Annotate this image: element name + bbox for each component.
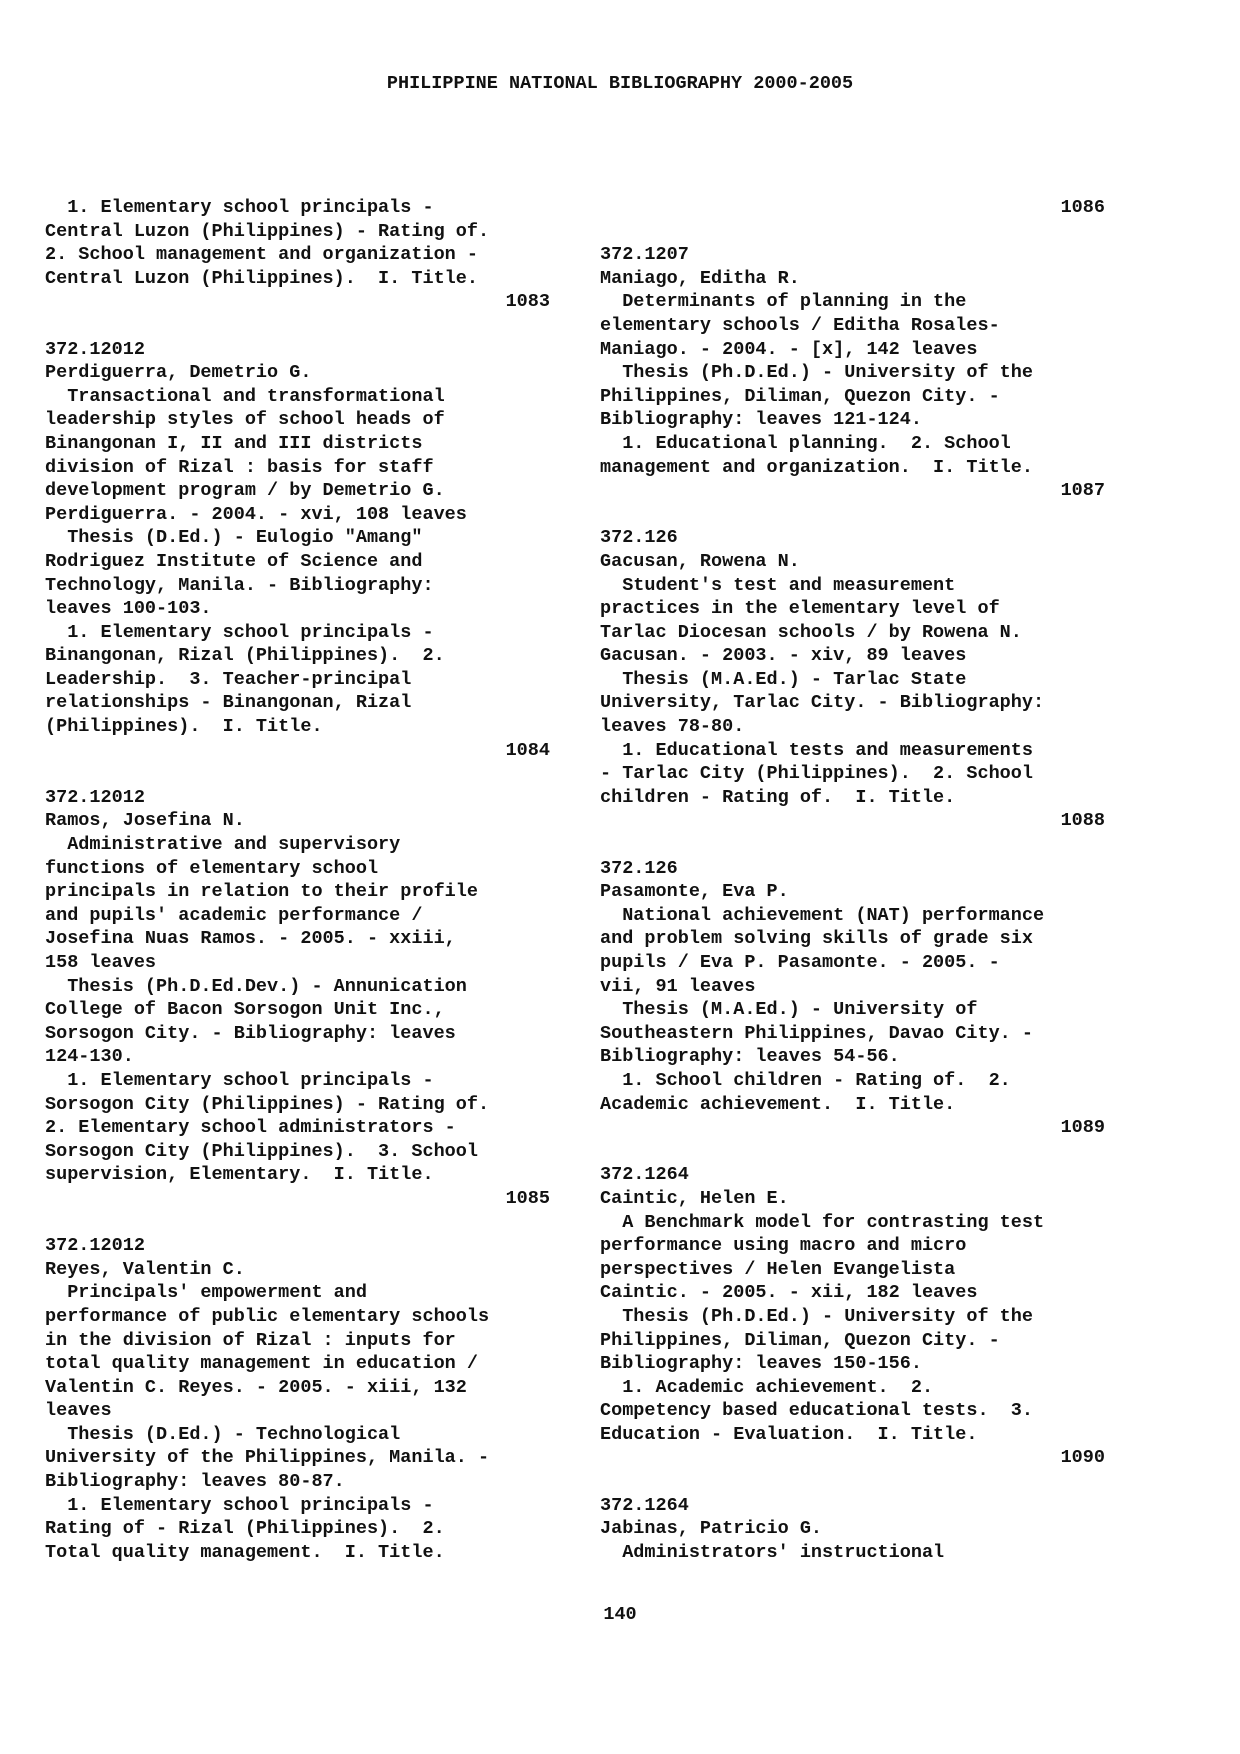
text-line: University of the Philippines, Manila. -: [45, 1447, 490, 1469]
text-line: Thesis (Ph.D.Ed.) - University of the: [600, 1305, 1033, 1327]
entry-number: 1083: [505, 291, 550, 313]
text-line: Technology, Manila. - Bibliography:: [45, 574, 434, 596]
text-line: Rodriguez Institute of Science and: [45, 550, 423, 572]
text-line: leaves 100-103.: [45, 598, 212, 620]
text-line: Gacusan, Rowena N.: [600, 550, 800, 572]
blank-line: [600, 833, 1105, 857]
text-line: Central Luzon (Philippines) - Rating of.: [45, 220, 490, 242]
text-line: 372.126: [600, 527, 678, 549]
text-line: leaves 78-80.: [600, 716, 745, 738]
text-line: Sorsogon City. - Bibliography: leaves: [45, 1022, 456, 1044]
text-line: Principals' empowerment and: [45, 1282, 367, 1304]
text-line: Central Luzon (Philippines). I. Title.: [45, 267, 478, 289]
text-line: Bibliography: leaves 80-87.: [45, 1471, 345, 1493]
blank-line: [600, 1470, 1105, 1494]
text-line: National achievement (NAT) performance: [600, 904, 1045, 926]
blank-line: [600, 220, 1105, 244]
entry-number: 1086: [1060, 197, 1105, 218]
text-line: Thesis (D.Ed.) - Eulogio "Amang": [45, 527, 423, 549]
text-line: Maniago, Editha R.: [600, 267, 800, 289]
text-line: 372.1264: [600, 1164, 689, 1186]
text-line: supervision, Elementary. I. Title.: [45, 1164, 434, 1186]
text-line: Binangonan, Rizal (Philippines). 2.: [45, 645, 445, 667]
text-line: 1. Elementary school principals -: [45, 1069, 434, 1091]
text-line: Caintic, Helen E.: [600, 1187, 789, 1209]
text-line: Thesis (D.Ed.) - Technological: [45, 1423, 401, 1445]
text-line: 1. Elementary school principals -: [45, 197, 434, 218]
text-line: A Benchmark model for contrasting test: [600, 1211, 1045, 1233]
entry-number: 1090: [1060, 1447, 1105, 1469]
text-line: Bibliography: leaves 54-56.: [600, 1046, 900, 1068]
text-line: Sorsogon City (Philippines) - Rating of.: [45, 1093, 490, 1115]
text-line: Bibliography: leaves 121-124.: [600, 409, 922, 431]
text-line: Maniago. - 2004. - [x], 142 leaves: [600, 338, 978, 360]
text-line: perspectives / Helen Evangelista: [600, 1258, 956, 1280]
text-line: College of Bacon Sorsogon Unit Inc.,: [45, 999, 445, 1021]
text-line: Josefina Nuas Ramos. - 2005. - xxiii,: [45, 928, 456, 950]
text-line: (Philippines). I. Title.: [45, 716, 323, 738]
text-line: Total quality management. I. Title.: [45, 1541, 445, 1563]
text-line: development program / by Demetrio G.: [45, 480, 445, 502]
text-line: Southeastern Philippines, Davao City. -: [600, 1022, 1033, 1044]
text-line: management and organization. I. Title.: [600, 456, 1033, 478]
text-line: Academic achievement. I. Title.: [600, 1093, 956, 1115]
text-line: Binangonan I, II and III districts: [45, 432, 423, 454]
blank-line: [45, 1211, 550, 1235]
text-line: 1. Elementary school principals -: [45, 1494, 434, 1516]
text-line: Philippines, Diliman, Quezon City. -: [600, 385, 1000, 407]
text-line: 1. Academic achievement. 2.: [600, 1376, 934, 1398]
text-line: 158 leaves: [45, 952, 157, 973]
text-line: 372.1264: [600, 1494, 689, 1516]
page-header: PHILIPPINE NATIONAL BIBLIOGRAPHY 2000-2005: [386, 73, 854, 94]
text-line: Thesis (Ph.D.Ed.) - University of the: [600, 362, 1033, 384]
text-line: Competency based educational tests. 3.: [600, 1400, 1033, 1422]
blank-line: [45, 314, 550, 338]
text-line: Student's test and measurement: [600, 574, 956, 596]
text-line: Reyes, Valentin C.: [45, 1258, 245, 1280]
text-line: performance of public elementary schools: [45, 1305, 490, 1327]
entry-number: 1085: [505, 1187, 550, 1209]
text-line: 1. School children - Rating of. 2.: [600, 1069, 1011, 1091]
text-line: functions of elementary school: [45, 857, 379, 879]
entry-number: 1089: [1060, 1117, 1105, 1139]
text-line: Transactional and transformational: [45, 385, 445, 407]
text-line: practices in the elementary level of: [600, 598, 1000, 620]
page-number: 140: [603, 1604, 637, 1625]
text-line: Sorsogon City (Philippines). 3. School: [45, 1140, 478, 1162]
text-line: 2. School management and organization -: [45, 244, 478, 266]
text-line: Ramos, Josefina N.: [45, 810, 245, 832]
text-line: Determinants of planning in the: [600, 291, 967, 313]
text-line: Education - Evaluation. I. Title.: [600, 1423, 978, 1445]
text-line: 372.12012: [45, 338, 145, 360]
blank-line: [600, 503, 1105, 527]
text-line: 2. Elementary school administrators -: [45, 1117, 456, 1139]
blank-line: [600, 1140, 1105, 1164]
text-line: Thesis (Ph.D.Ed.Dev.) - Annunication: [45, 975, 467, 997]
text-line: leaves: [45, 1400, 112, 1422]
text-line: Leadership. 3. Teacher-principal: [45, 668, 412, 690]
text-line: - Tarlac City (Philippines). 2. School: [600, 763, 1033, 785]
right-column: [600, 196, 1105, 1564]
text-line: 1. Educational planning. 2. School: [600, 432, 1011, 454]
text-line: performance using macro and micro: [600, 1235, 967, 1257]
text-line: vii, 91 leaves: [600, 975, 756, 997]
text-line: Administrative and supervisory: [45, 834, 401, 856]
text-line: division of Rizal : basis for staff: [45, 456, 434, 478]
text-line: total quality management in education /: [45, 1353, 478, 1375]
text-line: pupils / Eva P. Pasamonte. - 2005. -: [600, 952, 1000, 973]
text-line: Rating of - Rizal (Philippines). 2.: [45, 1518, 445, 1540]
entry-number: 1084: [505, 739, 550, 761]
text-line: 372.12012: [45, 1235, 145, 1257]
text-line: in the division of Rizal : inputs for: [45, 1329, 456, 1351]
text-line: principals in relation to their profile: [45, 881, 478, 903]
text-line: Bibliography: leaves 150-156.: [600, 1353, 922, 1375]
blank-line: [45, 762, 550, 786]
text-line: 372.12012: [45, 786, 145, 808]
entry-number: 1087: [1060, 480, 1105, 502]
entry-number: 1088: [1060, 810, 1105, 832]
left-column: [45, 196, 550, 1564]
text-line: 372.1207: [600, 244, 689, 266]
text-line: Tarlac Diocesan schools / by Rowena N.: [600, 621, 1022, 643]
text-line: Perdiguerra, Demetrio G.: [45, 362, 312, 384]
text-line: Jabinas, Patricio G.: [600, 1518, 823, 1540]
text-line: and problem solving skills of grade six: [600, 928, 1033, 950]
text-line: Philippines, Diliman, Quezon City. -: [600, 1329, 1000, 1351]
text-line: 372.126: [600, 857, 678, 879]
text-line: relationships - Binangonan, Rizal: [45, 692, 412, 714]
text-line: children - Rating of. I. Title.: [600, 786, 956, 808]
text-line: Valentin C. Reyes. - 2005. - xiii, 132: [45, 1376, 467, 1398]
text-line: Administrators' instructional: [600, 1541, 945, 1563]
text-line: Thesis (M.A.Ed.) - Tarlac State: [600, 668, 967, 690]
text-line: Thesis (M.A.Ed.) - University of: [600, 999, 978, 1021]
text-line: Perdiguerra. - 2004. - xvi, 108 leaves: [45, 503, 467, 525]
text-line: Gacusan. - 2003. - xiv, 89 leaves: [600, 645, 967, 667]
text-line: Pasamonte, Eva P.: [600, 881, 789, 903]
text-line: University, Tarlac City. - Bibliography:: [600, 692, 1045, 714]
text-line: Caintic. - 2005. - xii, 182 leaves: [600, 1282, 978, 1304]
text-line: and pupils' academic performance /: [45, 904, 423, 926]
text-line: 1. Educational tests and measurements: [600, 739, 1033, 761]
text-line: elementary schools / Editha Rosales-: [600, 314, 1000, 336]
text-line: 1. Elementary school principals -: [45, 621, 434, 643]
text-line: 124-130.: [45, 1046, 134, 1068]
text-line: leadership styles of school heads of: [45, 409, 445, 431]
